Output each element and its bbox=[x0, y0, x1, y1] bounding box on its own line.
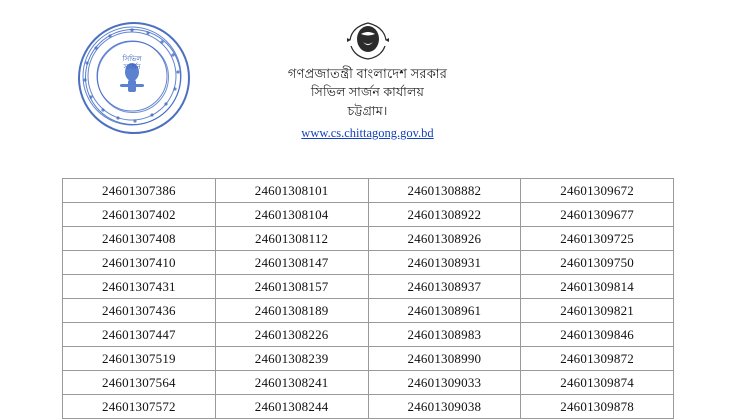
roll-number-cell: 24601308104 bbox=[215, 203, 368, 227]
roll-number-cell: 24601307431 bbox=[63, 275, 216, 299]
roll-number-cell: 24601307408 bbox=[63, 227, 216, 251]
roll-number-cell: 24601309750 bbox=[521, 251, 674, 275]
roll-number-cell: 24601309677 bbox=[521, 203, 674, 227]
header-line-office: সিভিল সার্জন কার্যালয় bbox=[310, 85, 425, 99]
roll-number-cell: 24601307410 bbox=[63, 251, 216, 275]
roll-number-table-body bbox=[63, 179, 674, 419]
roll-number-cell: 24601308937 bbox=[368, 275, 521, 299]
table-row bbox=[63, 395, 674, 419]
roll-number-cell: 24601307519 bbox=[63, 347, 216, 371]
table-row bbox=[63, 227, 674, 251]
roll-number-cell: 24601308112 bbox=[215, 227, 368, 251]
roll-number-cell: 24601308931 bbox=[368, 251, 521, 275]
header-line-district: চট্টগ্রাম। bbox=[347, 104, 388, 118]
roll-number-cell: 24601308882 bbox=[368, 179, 521, 203]
table-row bbox=[63, 179, 674, 203]
roll-number-cell: 24601309878 bbox=[521, 395, 674, 419]
roll-number-cell: 24601308157 bbox=[215, 275, 368, 299]
header-text-block bbox=[0, 64, 735, 141]
roll-number-cell: 24601309872 bbox=[521, 347, 674, 371]
table-row bbox=[63, 371, 674, 395]
roll-number-cell: 24601308239 bbox=[215, 347, 368, 371]
table-row bbox=[63, 323, 674, 347]
roll-number-cell: 24601309874 bbox=[521, 371, 674, 395]
roll-number-cell: 24601308990 bbox=[368, 347, 521, 371]
roll-number-cell: 24601309814 bbox=[521, 275, 674, 299]
header-line-government: গণপ্রজাতন্ত্রী বাংলাদেশ সরকার bbox=[287, 66, 448, 81]
roll-number-cell: 24601308983 bbox=[368, 323, 521, 347]
roll-number-cell: 24601308244 bbox=[215, 395, 368, 419]
roll-number-cell: 24601307564 bbox=[63, 371, 216, 395]
roll-number-cell: 24601307572 bbox=[63, 395, 216, 419]
roll-number-cell: 24601309846 bbox=[521, 323, 674, 347]
table-row bbox=[63, 275, 674, 299]
table-row bbox=[63, 203, 674, 227]
roll-number-cell: 24601307402 bbox=[63, 203, 216, 227]
roll-number-table-container bbox=[62, 178, 674, 419]
roll-number-cell: 24601308226 bbox=[215, 323, 368, 347]
document-header bbox=[0, 0, 735, 160]
roll-number-cell: 24601309821 bbox=[521, 299, 674, 323]
roll-number-cell: 24601309033 bbox=[368, 371, 521, 395]
roll-number-cell: 24601309725 bbox=[521, 227, 674, 251]
seal-center-text: সিভিল সার্জন bbox=[122, 55, 142, 72]
roll-number-cell: 24601309672 bbox=[521, 179, 674, 203]
roll-number-cell: 24601308922 bbox=[368, 203, 521, 227]
roll-number-cell: 24601308101 bbox=[215, 179, 368, 203]
roll-number-table bbox=[62, 178, 674, 419]
roll-number-cell: 24601307447 bbox=[63, 323, 216, 347]
table-row bbox=[63, 347, 674, 371]
bangladesh-government-monogram bbox=[339, 16, 397, 64]
roll-number-cell: 24601307386 bbox=[63, 179, 216, 203]
roll-number-cell: 24601308189 bbox=[215, 299, 368, 323]
roll-number-cell: 24601308147 bbox=[215, 251, 368, 275]
roll-number-cell: 24601308961 bbox=[368, 299, 521, 323]
roll-number-cell: 24601309038 bbox=[368, 395, 521, 419]
website-url-link[interactable]: www.cs.chittagong.gov.bd bbox=[301, 126, 434, 140]
table-row bbox=[63, 299, 674, 323]
roll-number-cell: 24601307436 bbox=[63, 299, 216, 323]
table-row bbox=[63, 251, 674, 275]
roll-number-cell: 24601308241 bbox=[215, 371, 368, 395]
roll-number-cell: 24601308926 bbox=[368, 227, 521, 251]
